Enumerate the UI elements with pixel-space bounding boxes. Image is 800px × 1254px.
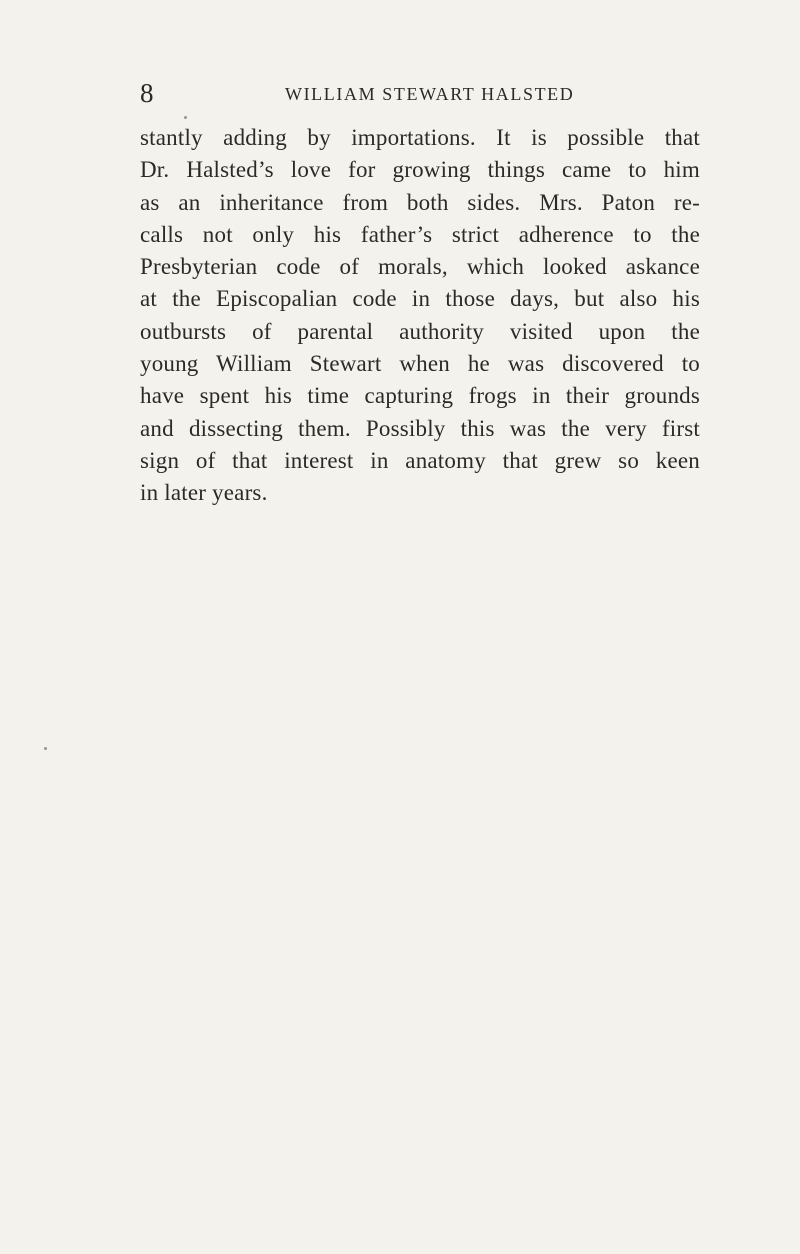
text-line: sign of that interest in anatomy that grew so keen [140,447,700,473]
text-line: outbursts of parental authority visited upon the [140,318,700,344]
text-line: have spent his time capturing frogs in their grounds [140,383,700,409]
text-line: in later years. [140,480,268,506]
page-number: 8 [140,78,154,108]
text-line: at the Episcopalian code in those days, but also his [140,286,700,312]
text-line: Dr. Halsted’s love for growing things came to him [140,157,700,183]
text-line: Presbyterian code of morals, which looked askance [140,254,700,280]
text-line: young William Stewart when he was discovered to [140,351,700,377]
running-head: WILLIAM STEWART HALSTED [285,84,575,104]
text-line: stantly adding by importations. It is possible that [140,125,700,150]
page-header [140,78,700,108]
text-line: calls not only his father’s strict adherence to the [140,221,700,247]
text-line: and dissecting them. Possibly this was the very first [140,415,700,441]
paper-speck [184,116,187,119]
text-line: as an inheritance from both sides. Mrs. Paton re- [140,189,700,215]
body-paragraph [140,122,700,510]
paper-speck [44,747,47,750]
